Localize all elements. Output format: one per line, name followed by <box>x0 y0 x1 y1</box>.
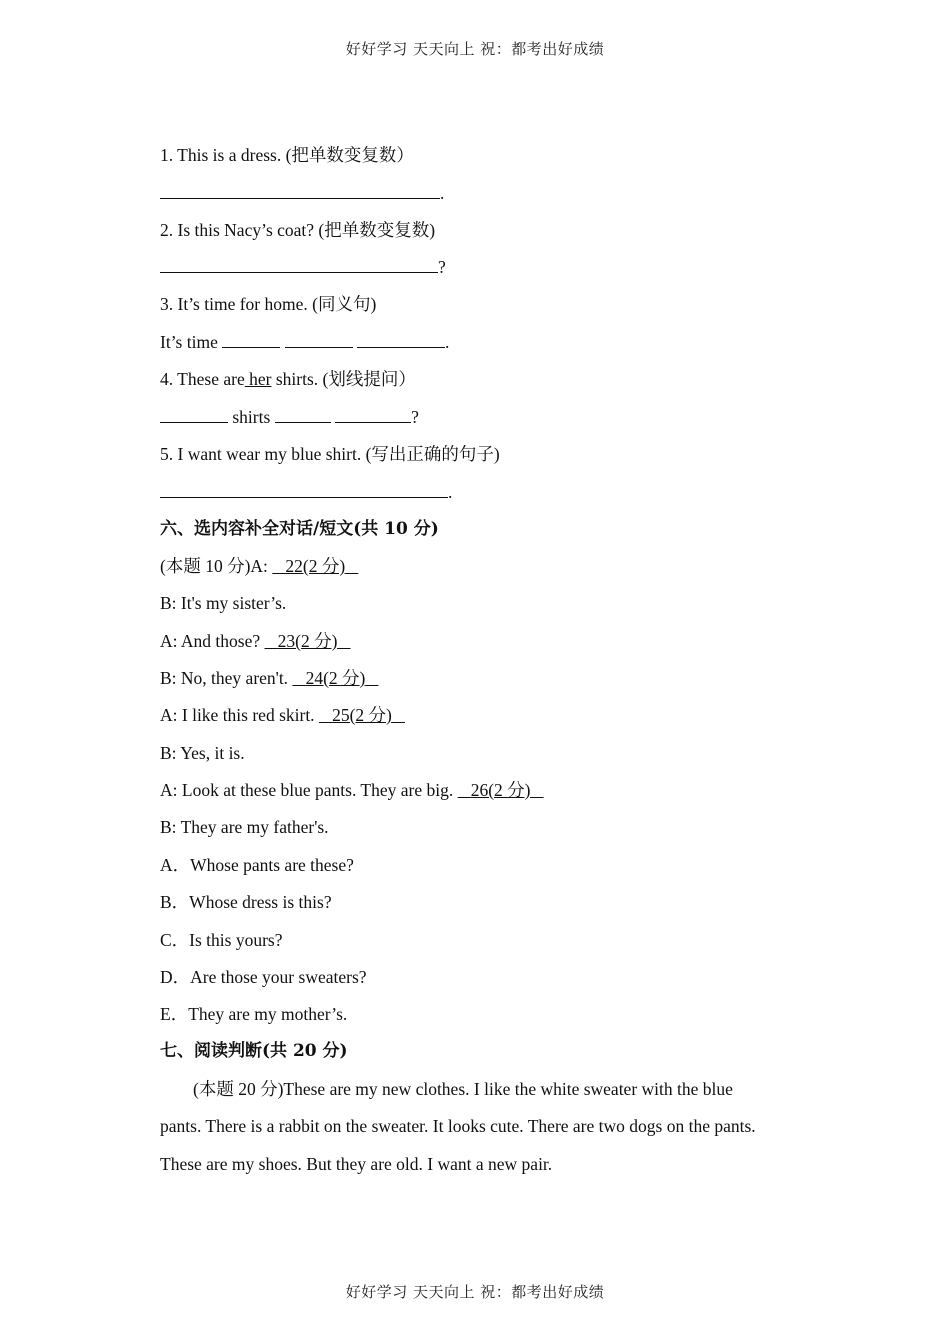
option-a: A．Whose pants are these? <box>160 855 354 875</box>
question-1: 1. This is a dress. (把单数变复数） <box>160 145 414 165</box>
answer-blank <box>160 257 438 273</box>
page-footer: 好好学习 天天向上 祝：都考出好成绩 <box>345 1283 605 1301</box>
question-2: 2. Is this Nacy’s coat? (把单数变复数) <box>160 220 436 240</box>
dialogue-line: B: Yes, it is. <box>160 743 245 763</box>
answer-blank <box>160 482 448 498</box>
answer-line-3: It’s time . <box>160 332 450 352</box>
dialogue-line: A: I like this red skirt. 25(2 分) <box>160 704 405 726</box>
dialogue-line: B: They are my father's. <box>160 817 329 837</box>
option-e: E．They are my mother’s. <box>160 1004 348 1024</box>
question-3: 3. It’s time for home. (同义句) <box>160 294 377 314</box>
question-4: 4. These are her shirts. (划线提问） <box>160 369 416 389</box>
answer-blank <box>160 183 440 199</box>
underlined-word: her <box>244 369 272 389</box>
question-5: 5. I want wear my blue shirt. (写出正确的句子) <box>160 444 500 464</box>
option-c: C．Is this yours? <box>160 930 283 950</box>
answer-line-1: . <box>160 182 444 204</box>
dialogue-blank: 22(2 分) <box>285 556 346 576</box>
section-6-title: 六、选内容补全对话/短文(共 10 分) <box>160 519 439 539</box>
option-b: B．Whose dress is this? <box>160 892 332 912</box>
dialogue-blank: 24(2 分) <box>305 668 366 688</box>
dialogue-line: A: Look at these blue pants. They are big. 26(2 分) <box>160 779 544 801</box>
answer-line-2: ? <box>160 256 446 278</box>
dialogue-blank: 23(2 分) <box>277 631 338 651</box>
dialogue-blank: 25(2 分) <box>332 705 392 725</box>
dialogue-line: B: No, they aren't. 24(2 分) <box>160 667 378 689</box>
option-d: D．Are those your sweaters? <box>160 967 367 987</box>
reading-paragraph-line: pants. There is a rabbit on the sweater. It looks cute. There are two dogs on the pants. <box>160 1116 756 1136</box>
dialogue-line: A: And those? 23(2 分) <box>160 630 351 652</box>
reading-paragraph-line: (本题 20 分)These are my new clothes. I like the white sweater with the blue <box>193 1079 733 1099</box>
answer-line-5: . <box>160 481 452 503</box>
section-7-title: 七、阅读判断(共 20 分) <box>160 1041 348 1061</box>
dialogue-line: (本题 10 分)A: 22(2 分) <box>160 555 358 577</box>
dialogue-blank: 26(2 分) <box>470 780 531 800</box>
reading-paragraph-line: These are my shoes. But they are old. I want a new pair. <box>160 1154 553 1174</box>
dialogue-line: B: It's my sister’s. <box>160 593 287 613</box>
answer-line-4: shirts ? <box>160 406 419 428</box>
page-header: 好好学习 天天向上 祝：都考出好成绩 <box>345 40 605 58</box>
